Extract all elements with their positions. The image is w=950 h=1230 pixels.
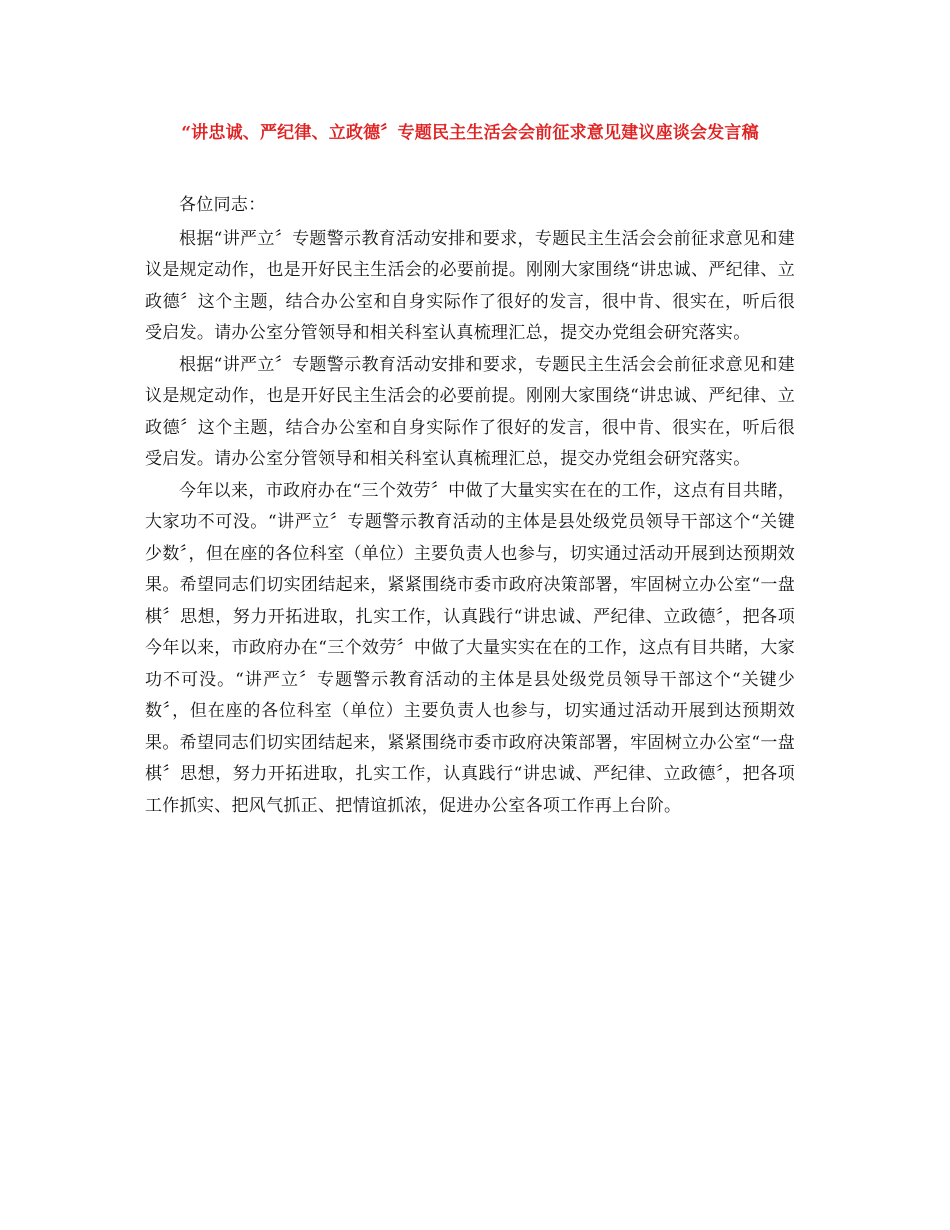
paragraph-2: 根据“讲严立〞专题警示教育活动安排和要求，专题民主生活会会前征求意见和建议是规定动作，也是开好民主生活会的必要前提。刚刚大家围绕“讲忠诚、严纪律、立政德〞这个主题，结合办公室和自身实际作了很好的发言，很中肯、很实在，听后很受启发。请办公室分管领导和相关科室认真梳理汇总，提交办党组会研究落实。 [145,354,795,469]
paragraph-1: 根据“讲严立〞专题警示教育活动安排和要求，专题民主生活会会前征求意见和建议是规定动作，也是开好民主生活会的必要前提。刚刚大家围绕“讲忠诚、严纪律、立政德〞这个主题，结合办公室和自身实际作了很好的发言，很中肯、很实在，听后很受启发。请办公室分管领导和相关科室认真梳理汇总，提交办党组会研究落实。 [145,228,795,343]
salutation: 各位同志： [179,195,266,215]
document-title: “讲忠诚、严纪律、立政德〞专题民主生活会会前征求意见建议座谈会发言稿 [181,123,759,143]
paragraph-3: 今年以来，市政府办在“三个效劳〞中做了大量实实在在的工作，这点有目共睹，大家功不可没。“讲严立〞专题警示教育活动的主体是县处级党员领导干部这个“关键少数〞，但在座的各位科室（单位）主要负责人也参与，切实通过活动开展到达预期效果。希望同志们切实团结起来，紧紧围绕市委市政府决策部署，牢固树立办公室“一盘棋〞思想，努力开拓进取，扎实工作，认真践行“讲忠诚、严纪律、立政德〞，把各项今年以来，市政府办在“三个效劳〞中做了大量实实在在的工作，这点有目共睹，大家功不可没。“讲严立〞专题警示教育活动的主体是县处级党员领导干部这个“关键少数〞，但在座的各位科室（单位）主要负责人也参与，切实通过活动开展到达预期效果。希望同志们切实团结起来，紧紧围绕市委市政府决策部署，牢固树立办公室“一盘棋〞思想，努力开拓进取，扎实工作，认真践行“讲忠诚、严纪律、立政德〞，把各项工作抓实、把风气抓正、把情谊抓浓，促进办公室各项工作再上台阶。 [145,480,795,816]
